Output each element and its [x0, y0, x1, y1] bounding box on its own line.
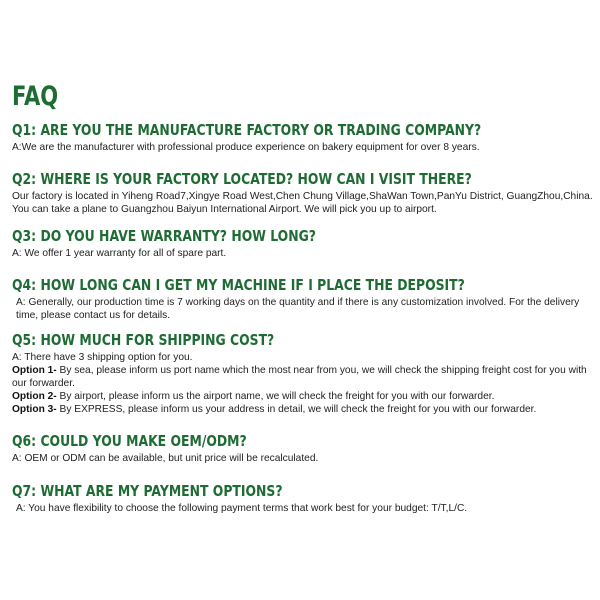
faq-question: Q7: WHAT ARE MY PAYMENT OPTIONS?	[12, 482, 283, 500]
option-text: By EXPRESS, please inform us your address in detail, we will check the freight for you with our forwarder.	[56, 404, 537, 415]
shipping-option-1	[12, 364, 596, 390]
faq-question: Q3: DO YOU HAVE WARRANTY? HOW LONG?	[12, 227, 316, 245]
shipping-option-2	[12, 390, 596, 403]
faq-question: Q4: HOW LONG CAN I GET MY MACHINE IF I PLACE THE DEPOSIT?	[12, 276, 465, 294]
faq-answer: A:We are the manufacturer with professional produce experience on bakery equipment for over 8 years.	[12, 142, 480, 153]
faq-item-4	[12, 276, 596, 322]
option-text: By sea, please inform us port name which the most near from you, we will check the shipping freight cost for you with our forwarder.	[12, 365, 587, 389]
faq-answer: A: Generally, our production time is 7 working days on the quantity and if there is any customization involved. For the delivery time, please contact us for details.	[16, 297, 580, 321]
faq-item-1	[12, 121, 596, 154]
faq-item-5	[12, 331, 596, 416]
option-label: Option 1-	[12, 365, 57, 376]
page-title: FAQ	[12, 81, 59, 112]
faq-item-3	[12, 227, 596, 260]
option-text: By airport, please inform us the airport name, we will check the freight for you with our forwarder.	[56, 391, 495, 402]
shipping-option-3	[12, 403, 596, 416]
faq-answer: A: OEM or ODM can be available, but unit price will be recalculated.	[12, 453, 319, 464]
faq-item-7	[12, 482, 596, 515]
faq-question: Q6: COULD YOU MAKE OEM/ODM?	[12, 432, 247, 450]
faq-item-6	[12, 432, 596, 465]
faq-answer: A: You have flexibility to choose the following payment terms that work best for your budget: T/T,L/C.	[16, 503, 468, 514]
faq-answer: A: There have 3 shipping option for you.	[12, 352, 193, 363]
option-label: Option 2-	[12, 391, 57, 402]
faq-question: Q1: ARE YOU THE MANUFACTURE FACTORY OR TRADING COMPANY?	[12, 121, 482, 139]
faq-question: Q2: WHERE IS YOUR FACTORY LOCATED? HOW CAN I VISIT THERE?	[12, 170, 472, 188]
faq-answer: Our factory is located in Yiheng Road7,Xingye Road West,Chen Chung Village,ShaWan Town,PanYu District, GuangZhou,China. You can take a plane to Guangzhou Baiyun International Airport. We will pick you up to airport.	[12, 191, 593, 215]
faq-question: Q5: HOW MUCH FOR SHIPPING COST?	[12, 331, 275, 349]
faq-answer: A: We offer 1 year warranty for all of spare part.	[12, 248, 227, 259]
faq-item-2	[12, 170, 596, 216]
option-label: Option 3-	[12, 404, 57, 415]
